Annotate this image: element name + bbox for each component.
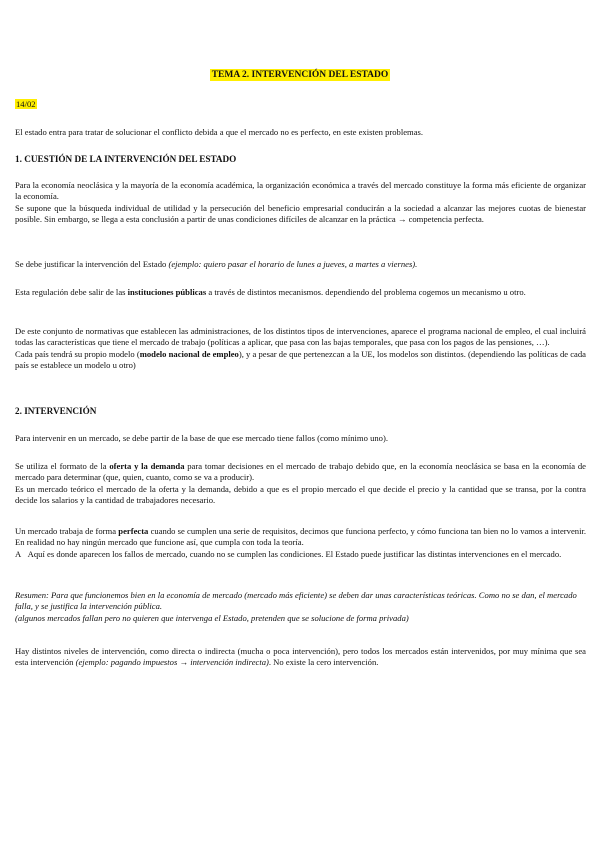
date-label: 14/02 <box>16 99 36 109</box>
section-1-heading: 1. CUESTIÓN DE LA INTERVENCIÓN DEL ESTADO <box>15 154 237 164</box>
section-2-heading: 2. INTERVENCIÓN <box>15 406 97 416</box>
intro-paragraph: El estado entra para tratar de solucionar el conflicto debida a que el mercado no es perfecto, en este existen problemas. <box>15 127 424 137</box>
section-2-paragraph-1: Para intervenir en un mercado, se debe partir de la base de que ese mercado tiene fallos (como mínimo uno). <box>15 433 388 443</box>
section-1-paragraph-2: Se debe justificar la intervención del Estado (ejemplo: quiero pasar el horario de lunes a jueves, a martes a viernes). <box>15 259 418 269</box>
section-2-paragraph-4: Un mercado trabaja de forma perfecta cuando se cumplen una serie de requisitos, decimos que funciona perfecto, y cómo funciona tan bien no lo vamos a intervenir. En realidad no hay ningún mercado que funcione así, que cumpla con toda la teoría. A Aquí es donde aparecen los fallos de mercado, cuando no se cumplen las condiciones. El Estado puede justificar las distintas intervenciones en el mercado. <box>15 526 586 559</box>
bold-term: perfecta <box>118 526 149 536</box>
summary-paragraph: Resumen: Para que funcionemos bien en la economía de mercado (mercado más eficiente) se deben dar unas características teóricas. Como no se dan, el mercado falla, y se justifica la intervención pública. (algunos mercados fallan pero no quieren que intervenga el Estado, pretenden que se solucione de forma privada) <box>15 590 577 623</box>
bold-term: oferta y la demanda <box>109 461 185 471</box>
paragraph-1a: Para la economía neoclásica y la mayoría de la economía académica, la organización económica a través del mercado constituye la forma más eficiente de organizar la economía. <box>15 180 586 202</box>
section-1-paragraph-1 <box>15 180 586 226</box>
paragraph-1b: Se supone que la búsqueda individual de utilidad y la persecución del beneficio empresarial conducirán a la sociedad a alcanzar las mejores cuotas de bienestar posible. Sin embargo, se llega a esta conclusión a partir de unas condiciones difíciles de alcanzar en la práctica → competencia perfecta. <box>15 202 586 225</box>
bold-term: instituciones públicas <box>127 287 207 297</box>
example-text: (ejemplo: quiero pasar el horario de lunes a jueves, a martes a viernes). <box>168 259 418 269</box>
section-2-paragraph-3: Es un mercado teórico el mercado de la oferta y la demanda, debido a que es el propio mercado el que decide el precio y la cantidad que se transa, por la contra decide los salarios y la cantidad de trabajadores necesario. <box>15 483 586 506</box>
section-1-paragraph-3: Esta regulación debe salir de las instituciones públicas a través de distintos mecanismos. dependiendo del problema cogemos un mecanismo u otro. <box>15 287 526 297</box>
section-2-paragraph-6: Hay distintos niveles de intervención, como directa o indirecta (mucha o poca intervención), pero todos los mercados están intervenidos, por muy mínima que sea esta intervención (ejemplo: pagando impuestos → intervención indirecta). No existe la cero intervención. <box>15 646 586 668</box>
list-marker: A <box>15 548 22 559</box>
summary-note: (algunos mercados fallan pero no quieren que intervenga el Estado, pretenden que se solucione de forma privada) <box>15 612 409 623</box>
section-2-paragraph-2: Se utiliza el formato de la oferta y la demanda para tomar decisiones en el mercado de trabajo debido que, en la economía neoclásica se basa en la economía de mercado para determinar (que, quien, cuanto, como se va a producir). Es un mercado teórico el mercado de la oferta y la demanda, debido a que es el propio mercado el que decide el precio y la cantidad que se transa, por la contra decide los salarios y la cantidad de trabajadores necesario. <box>15 461 586 506</box>
bold-term: modelo nacional de empleo <box>139 348 239 359</box>
section-1-paragraph-4: De este conjunto de normativas que establecen las administraciones, de los distintos tipos de intervenciones, aparece el programa nacional de empleo, el cual incluirá todas las características que tiene el mercado de trabajo (políticas a aplicar, que pasa con las bajas temporales, que pasa con los pagos de las pensiones, …). Cada país tendrá su propio modelo (modelo nacional de empleo), y a pesar de que pertenezcan a la UE, los modelos son distintos. (dependiendo las políticas de cada país se establece un modelo u otro) <box>15 326 586 371</box>
document-title: TEMA 2. INTERVENCIÓN DEL ESTADO <box>211 70 389 80</box>
example-text: (ejemplo: pagando impuestos → intervención indirecta) <box>75 657 269 668</box>
